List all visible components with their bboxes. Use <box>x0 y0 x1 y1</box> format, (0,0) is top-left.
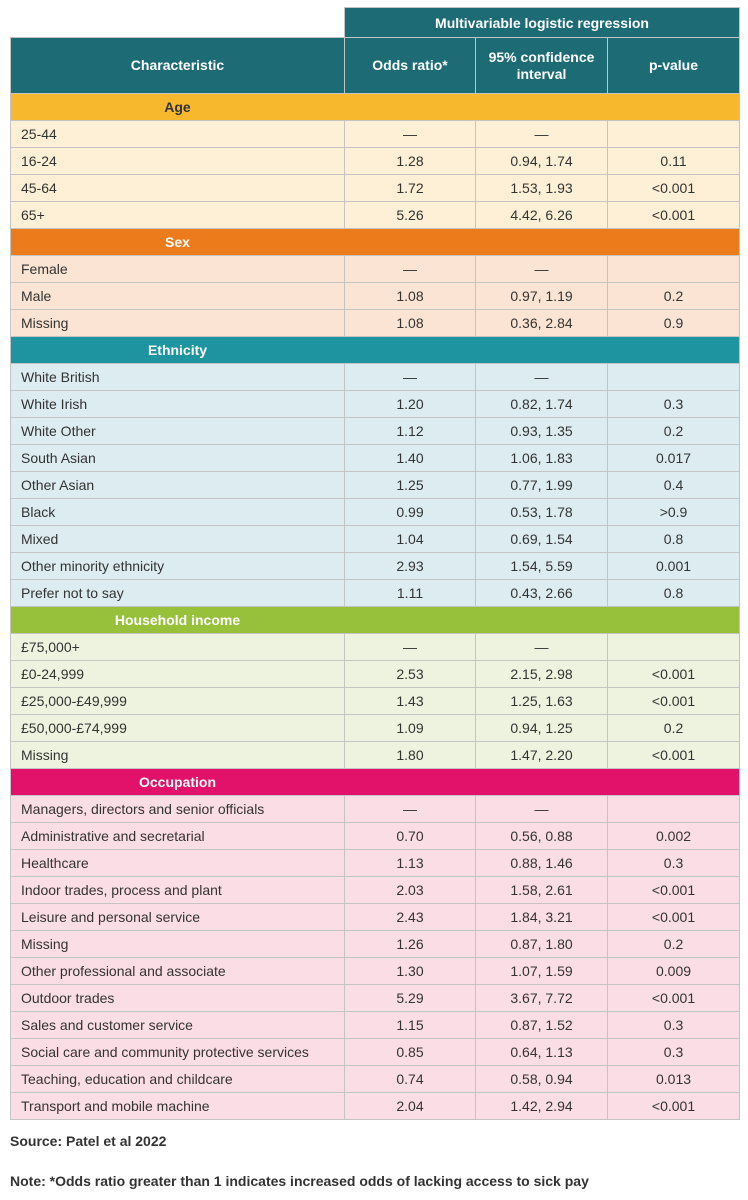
ci-cell: 0.94, 1.25 <box>476 715 608 742</box>
odds-ratio-cell: 1.20 <box>345 391 476 418</box>
row-label: Black <box>11 499 345 526</box>
table-row <box>11 310 740 337</box>
p-value-cell: 0.002 <box>608 823 740 850</box>
p-value-cell: 0.11 <box>608 148 740 175</box>
row-label: 16-24 <box>11 148 345 175</box>
row-label: Managers, directors and senior officials <box>11 796 345 823</box>
table-row <box>11 904 740 931</box>
ci-cell: 0.82, 1.74 <box>476 391 608 418</box>
row-label: Teaching, education and childcare <box>11 1066 345 1093</box>
table-row <box>11 958 740 985</box>
table-row <box>11 445 740 472</box>
p-value-cell: 0.013 <box>608 1066 740 1093</box>
table-row <box>11 931 740 958</box>
odds-ratio-cell: 1.11 <box>345 580 476 607</box>
p-value-cell: <0.001 <box>608 688 740 715</box>
ci-cell: 0.36, 2.84 <box>476 310 608 337</box>
ci-cell: 0.43, 2.66 <box>476 580 608 607</box>
p-value-cell: <0.001 <box>608 1093 740 1120</box>
row-label: Healthcare <box>11 850 345 877</box>
odds-ratio-cell: — <box>345 364 476 391</box>
odds-ratio-cell: 0.74 <box>345 1066 476 1093</box>
row-label: 65+ <box>11 202 345 229</box>
odds-ratio-cell: 1.08 <box>345 310 476 337</box>
table-row <box>11 121 740 148</box>
table-row <box>11 256 740 283</box>
table-row <box>11 877 740 904</box>
row-label: Male <box>11 283 345 310</box>
p-value-cell: 0.2 <box>608 931 740 958</box>
table-row <box>11 418 740 445</box>
odds-ratio-cell: 0.70 <box>345 823 476 850</box>
row-label: Missing <box>11 310 345 337</box>
p-value-cell: 0.2 <box>608 715 740 742</box>
section-title: Sex <box>165 234 190 250</box>
table-row <box>11 1039 740 1066</box>
table-row <box>11 364 740 391</box>
table-row <box>11 742 740 769</box>
section-header-sex <box>11 229 740 256</box>
row-label: £75,000+ <box>11 634 345 661</box>
col-ci-line1: 95% confidence <box>488 48 595 65</box>
ci-cell: 0.64, 1.13 <box>476 1039 608 1066</box>
ci-cell: — <box>476 256 608 283</box>
table-row <box>11 526 740 553</box>
odds-ratio-cell: 1.13 <box>345 850 476 877</box>
group-title: Multivariable logistic regression <box>345 8 740 38</box>
odds-ratio-cell: 1.25 <box>345 472 476 499</box>
row-label: Other minority ethnicity <box>11 553 345 580</box>
ci-cell: 1.07, 1.59 <box>476 958 608 985</box>
ci-cell: 0.53, 1.78 <box>476 499 608 526</box>
p-value-cell: 0.4 <box>608 472 740 499</box>
row-label: £0-24,999 <box>11 661 345 688</box>
p-value-cell: <0.001 <box>608 742 740 769</box>
ci-cell: 1.58, 2.61 <box>476 877 608 904</box>
odds-ratio-cell: 1.40 <box>345 445 476 472</box>
table-row <box>11 1012 740 1039</box>
regression-table <box>10 7 740 1120</box>
table-row <box>11 688 740 715</box>
ci-cell: 0.77, 1.99 <box>476 472 608 499</box>
p-value-cell: 0.2 <box>608 283 740 310</box>
odds-ratio-cell: 2.53 <box>345 661 476 688</box>
table-row <box>11 283 740 310</box>
odds-ratio-cell: — <box>345 256 476 283</box>
p-value-cell: 0.001 <box>608 553 740 580</box>
col-ci-line2: interval <box>516 65 567 82</box>
row-label: Missing <box>11 742 345 769</box>
source-note: Source: Patel et al 2022 <box>10 1133 167 1149</box>
table-row <box>11 985 740 1012</box>
ci-cell: 1.84, 3.21 <box>476 904 608 931</box>
table-body <box>11 94 740 1120</box>
p-value-cell <box>608 364 740 391</box>
section-title: Ethnicity <box>147 342 208 358</box>
row-label: £25,000-£49,999 <box>11 688 345 715</box>
row-label: 25-44 <box>11 121 345 148</box>
p-value-cell: 0.3 <box>608 1012 740 1039</box>
p-value-cell: 0.2 <box>608 418 740 445</box>
ci-cell: 0.88, 1.46 <box>476 850 608 877</box>
table-row <box>11 661 740 688</box>
odds-ratio-cell: 5.26 <box>345 202 476 229</box>
ci-cell: 4.42, 6.26 <box>476 202 608 229</box>
table-row <box>11 850 740 877</box>
ci-cell: 2.15, 2.98 <box>476 661 608 688</box>
p-value-cell: 0.8 <box>608 580 740 607</box>
p-value-cell: >0.9 <box>608 499 740 526</box>
ci-cell: 0.58, 0.94 <box>476 1066 608 1093</box>
odds-ratio-cell: 1.72 <box>345 175 476 202</box>
section-header-age <box>11 94 740 121</box>
section-header-eth <box>11 337 740 364</box>
p-value-cell: <0.001 <box>608 175 740 202</box>
row-label: White Irish <box>11 391 345 418</box>
row-label: Leisure and personal service <box>11 904 345 931</box>
section-header-cell <box>11 337 740 364</box>
row-label: Prefer not to say <box>11 580 345 607</box>
row-label: Other professional and associate <box>11 958 345 985</box>
row-label: 45-64 <box>11 175 345 202</box>
table-row <box>11 148 740 175</box>
ci-cell: 0.97, 1.19 <box>476 283 608 310</box>
table-row <box>11 553 740 580</box>
table-row <box>11 796 740 823</box>
section-title: Age <box>164 99 191 115</box>
odds-ratio-cell: 0.85 <box>345 1039 476 1066</box>
p-value-cell: 0.9 <box>608 310 740 337</box>
table-row <box>11 1093 740 1120</box>
row-label: Mixed <box>11 526 345 553</box>
odds-ratio-cell: — <box>345 634 476 661</box>
section-header-inc <box>11 607 740 634</box>
ci-cell: 1.42, 2.94 <box>476 1093 608 1120</box>
header-group-row <box>11 8 740 38</box>
odds-ratio-cell: 1.04 <box>345 526 476 553</box>
table-row <box>11 175 740 202</box>
table-row <box>11 472 740 499</box>
odds-ratio-cell: — <box>345 796 476 823</box>
p-value-cell: 0.009 <box>608 958 740 985</box>
table-row <box>11 391 740 418</box>
ci-cell: 1.47, 2.20 <box>476 742 608 769</box>
odds-ratio-cell: 1.15 <box>345 1012 476 1039</box>
table-row <box>11 580 740 607</box>
p-value-cell: <0.001 <box>608 202 740 229</box>
odds-ratio-cell: 1.43 <box>345 688 476 715</box>
p-value-cell: <0.001 <box>608 661 740 688</box>
p-value-cell <box>608 121 740 148</box>
col-characteristic: Characteristic <box>11 38 345 94</box>
odds-ratio-cell: 1.28 <box>345 148 476 175</box>
odds-ratio-cell: 1.30 <box>345 958 476 985</box>
odds-ratio-cell: 0.99 <box>345 499 476 526</box>
ci-cell: 1.06, 1.83 <box>476 445 608 472</box>
p-value-cell: 0.8 <box>608 526 740 553</box>
table-row <box>11 823 740 850</box>
p-value-cell: 0.017 <box>608 445 740 472</box>
section-title: Household income <box>114 612 241 628</box>
col-p-value: p-value <box>608 38 740 94</box>
header-row <box>11 38 740 94</box>
row-label: Missing <box>11 931 345 958</box>
ci-cell: — <box>476 364 608 391</box>
odds-ratio-cell: 1.80 <box>345 742 476 769</box>
odds-ratio-cell: — <box>345 121 476 148</box>
p-value-cell <box>608 796 740 823</box>
row-label: Administrative and secretarial <box>11 823 345 850</box>
p-value-cell <box>608 256 740 283</box>
odds-ratio-cell: 2.04 <box>345 1093 476 1120</box>
p-value-cell: <0.001 <box>608 877 740 904</box>
row-label: Transport and mobile machine <box>11 1093 345 1120</box>
table-row <box>11 715 740 742</box>
row-label: Indoor trades, process and plant <box>11 877 345 904</box>
table-row <box>11 499 740 526</box>
ci-cell: 0.93, 1.35 <box>476 418 608 445</box>
p-value-cell: 0.3 <box>608 391 740 418</box>
section-header-occ <box>11 769 740 796</box>
ci-cell: 1.25, 1.63 <box>476 688 608 715</box>
section-header-cell <box>11 607 740 634</box>
p-value-cell: 0.3 <box>608 1039 740 1066</box>
row-label: Female <box>11 256 345 283</box>
ci-cell: — <box>476 634 608 661</box>
ci-cell: 0.56, 0.88 <box>476 823 608 850</box>
footnote: Note: *Odds ratio greater than 1 indicates increased odds of lacking access to sick pay <box>10 1173 589 1189</box>
row-label: Sales and customer service <box>11 1012 345 1039</box>
row-label: South Asian <box>11 445 345 472</box>
section-header-cell <box>11 94 740 121</box>
row-label: Other Asian <box>11 472 345 499</box>
table-row <box>11 634 740 661</box>
ci-cell: — <box>476 796 608 823</box>
section-header-cell <box>11 769 740 796</box>
odds-ratio-cell: 2.93 <box>345 553 476 580</box>
ci-cell: 3.67, 7.72 <box>476 985 608 1012</box>
col-odds-ratio: Odds ratio* <box>345 38 476 94</box>
table-row <box>11 1066 740 1093</box>
header-blank-cell <box>11 8 345 38</box>
section-title: Occupation <box>138 774 216 790</box>
row-label: Outdoor trades <box>11 985 345 1012</box>
odds-ratio-cell: 1.09 <box>345 715 476 742</box>
section-header-cell <box>11 229 740 256</box>
odds-ratio-cell: 2.03 <box>345 877 476 904</box>
row-label: Social care and community protective services <box>11 1039 345 1066</box>
col-confidence-interval <box>476 38 608 94</box>
odds-ratio-cell: 1.26 <box>345 931 476 958</box>
ci-cell: 1.54, 5.59 <box>476 553 608 580</box>
ci-cell: 1.53, 1.93 <box>476 175 608 202</box>
p-value-cell: 0.3 <box>608 850 740 877</box>
odds-ratio-cell: 5.29 <box>345 985 476 1012</box>
row-label: £50,000-£74,999 <box>11 715 345 742</box>
p-value-cell: <0.001 <box>608 985 740 1012</box>
ci-cell: 0.69, 1.54 <box>476 526 608 553</box>
row-label: White British <box>11 364 345 391</box>
table-row <box>11 202 740 229</box>
p-value-cell <box>608 634 740 661</box>
ci-cell: — <box>476 121 608 148</box>
odds-ratio-cell: 1.08 <box>345 283 476 310</box>
p-value-cell: <0.001 <box>608 904 740 931</box>
odds-ratio-cell: 1.12 <box>345 418 476 445</box>
ci-cell: 0.87, 1.52 <box>476 1012 608 1039</box>
row-label: White Other <box>11 418 345 445</box>
ci-cell: 0.94, 1.74 <box>476 148 608 175</box>
odds-ratio-cell: 2.43 <box>345 904 476 931</box>
ci-cell: 0.87, 1.80 <box>476 931 608 958</box>
